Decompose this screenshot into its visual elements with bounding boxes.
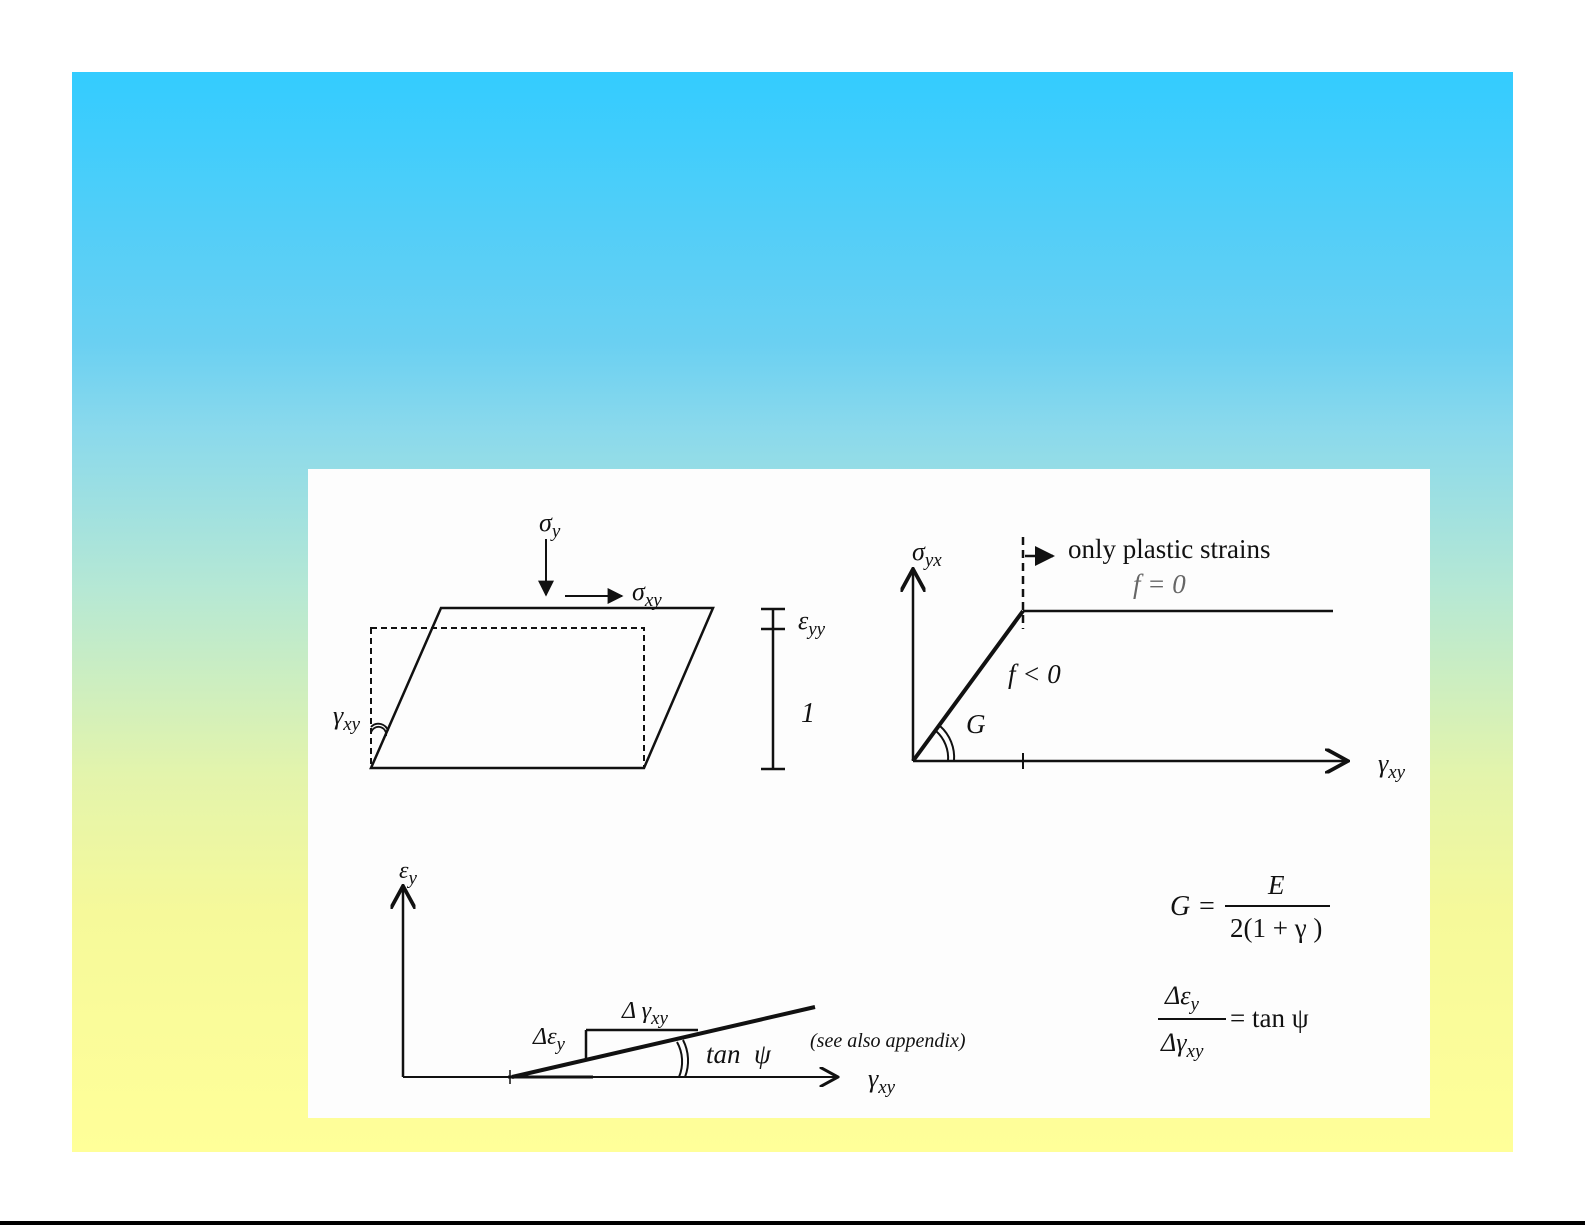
plastic-note: only plastic strains	[1068, 534, 1271, 564]
epsilon-y-axis-label: $\varepsilon_y$	[399, 858, 417, 889]
dilatancy-formula	[1158, 981, 1309, 1062]
epsilon-yy-label: $\varepsilon_{yy}$	[798, 606, 826, 640]
shear-element	[333, 508, 713, 768]
formula-g-denominator: 2(1 + γ )	[1230, 913, 1323, 943]
sigma-xy-label: $\sigma_{xy}$	[632, 577, 662, 611]
figure-panel	[308, 469, 1430, 1118]
modulus-label: G	[966, 709, 986, 739]
deformed-element	[371, 608, 713, 768]
unit-length-label: 1	[801, 698, 815, 729]
gamma-xy-label: $\gamma_{xy}$	[333, 701, 361, 735]
formula-g-lhs: G =	[1170, 891, 1217, 922]
formula-psi-rhs: = tan ψ	[1230, 1003, 1309, 1033]
dilatancy-plot	[399, 858, 966, 1098]
sigma-y-label: $\sigma_y$	[539, 508, 561, 542]
formula-psi-numerator: $\Delta\varepsilon_y$	[1165, 981, 1199, 1015]
stress-strain-plot	[912, 534, 1406, 783]
appendix-note: (see also appendix)	[810, 1030, 966, 1052]
sigma-yx-label: $\sigma_{yx}$	[912, 537, 942, 571]
elastic-condition: f < 0	[1008, 659, 1061, 689]
mechanics-diagram	[308, 469, 1430, 1118]
formula-psi-denominator: $\Delta\gamma_{xy}$	[1161, 1028, 1204, 1062]
formula-g-numerator: E	[1268, 870, 1285, 900]
delta-gamma-label: Δ $\gamma_{xy}$	[622, 998, 668, 1029]
dimension-bar	[761, 606, 826, 769]
shear-modulus-formula	[1170, 870, 1330, 943]
yield-condition: f = 0	[1133, 569, 1186, 599]
undeformed-element	[371, 628, 644, 768]
bottom-edge-line	[0, 1221, 1585, 1225]
delta-epsilon-label: $\Delta\varepsilon_y$	[533, 1024, 565, 1055]
tan-psi-label: tan ψ	[706, 1039, 771, 1069]
slide-background	[72, 72, 1513, 1152]
gamma-xy-axis-label-2: $\gamma_{xy}$	[868, 1064, 896, 1098]
gamma-xy-axis-label: $\gamma_{xy}$	[1378, 749, 1406, 783]
